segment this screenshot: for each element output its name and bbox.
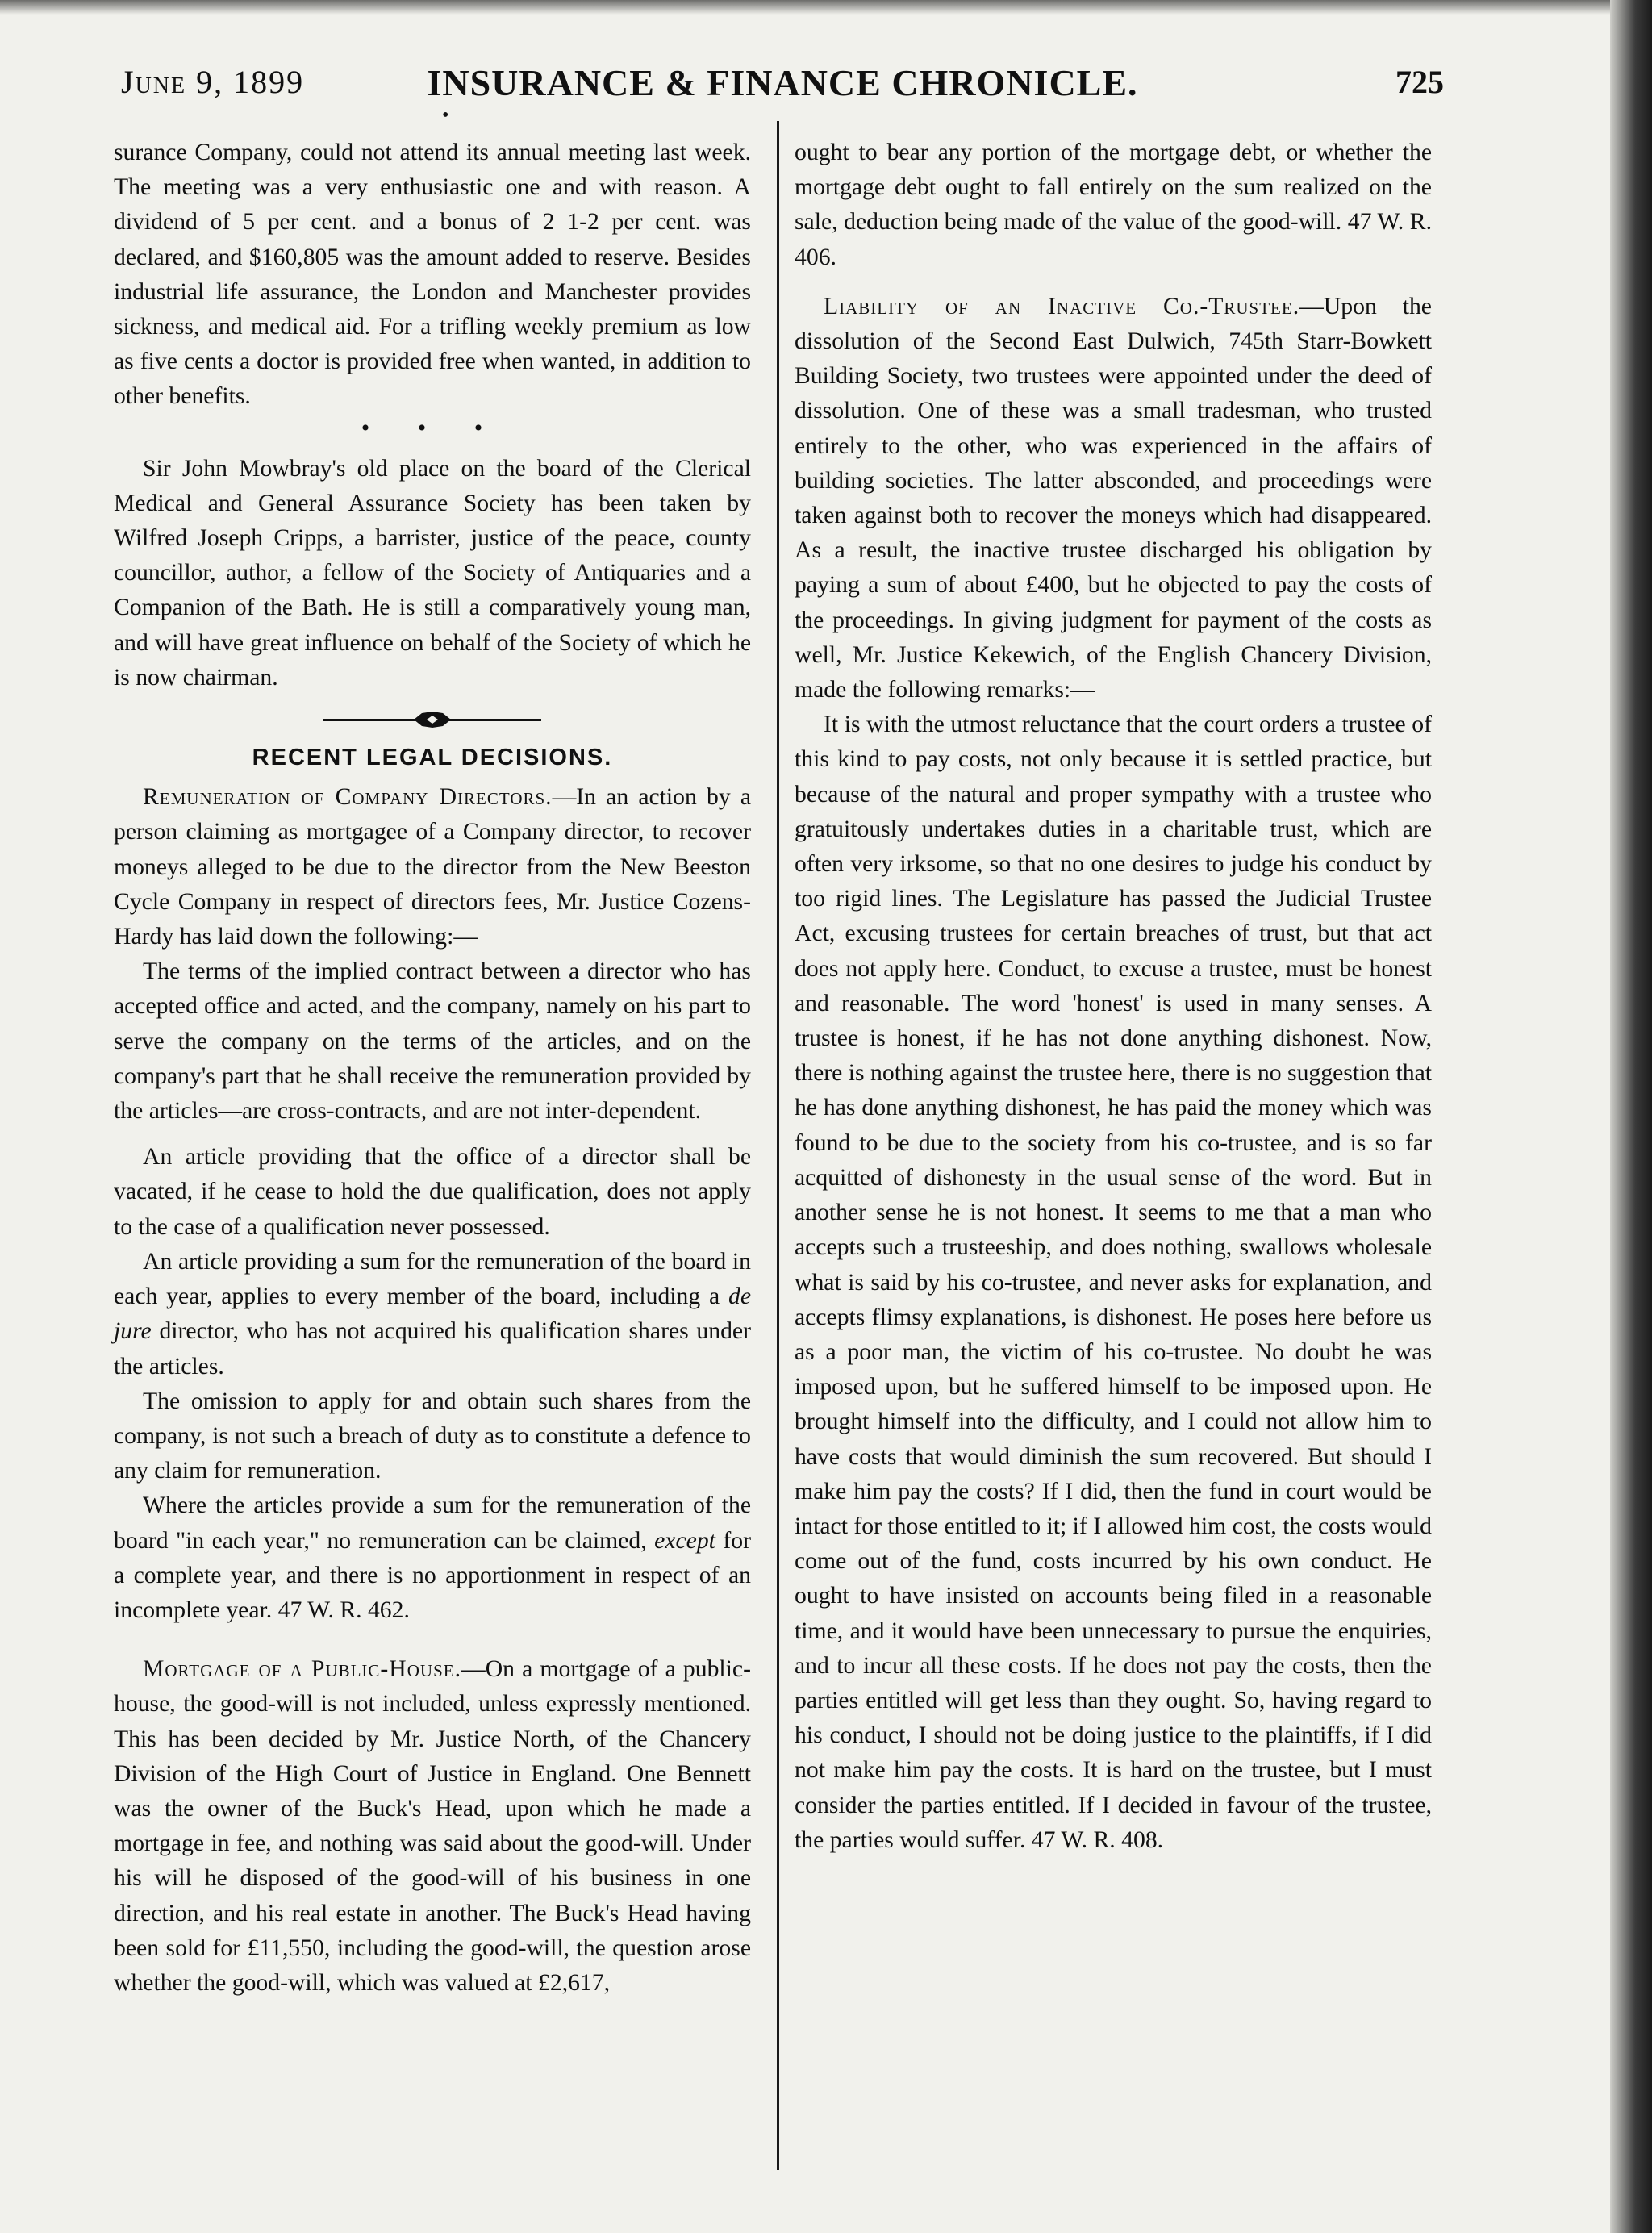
heading-remuneration: Remuneration of Company Directors. <box>143 784 553 811</box>
quote-kekewich: It is with the utmost reluctance that the court orders a trustee of this kind to pay costs, not only because it is settled practice, but because of the natural and proper sympathy with a trustee who gratuitously undertakes duties in a charitable trust, which are often very irksome, so that no one desires to judge his conduct by too rigid lines. The Legislature has passed the Judicial Trustee Act, excusing trustees for certain breaches of trust, but that act does not apply here. Conduct, to excuse a trustee, must be honest and reasonable. The word 'honest' is used in many senses. A trustee is honest, if he has not done anything dishonest. Now, there is nothing against the trustee here, there is no suggestion that he has done anything dishonest, he has paid the money which was found to be due to the society from his co-trustee, and is so far acquitted of dishonesty in the usual sense of the word. But in another sense he is not honest. It seems to me that a man who accepts such a trusteeship, and does nothing, swallows wholesale what is said by his co-trustee, and never asks for explanation, and accepts flimsy explanations, is dishonest. He poses here before us as a poor man, the victim of his co-trustee. No doubt he was imposed upon, but he suffered himself to be imposed upon. He brought himself into the difficulty, and I could not allow him to have costs that would diminish the sum recovered. But should I make him pay the costs? If I did, then the fund in court would be intact for those entitled to it; if I allowed him cost, the costs would come out of the fund, costs incurred by his own conduct. He ought to have insisted on accounts being filed in a reasonable time, and it would have been unnecessary to pursue the enquiries, and to incur all these costs. If he does not pay the costs, then the parties entitled will get less than they ought. So, having regard to his conduct, I should not be doing justice to the plaintiffs, if I did not make him pay the costs. It is hard on the trustee, but I must consider the parties entitled. If I decided in favour of the trustee, the parties would suffer. 47 W. R. 408. <box>795 712 1432 1853</box>
page-binding-edge <box>1610 0 1652 2233</box>
ornamental-rule <box>323 708 541 731</box>
italic-except: except <box>654 1527 715 1554</box>
rule-office-vacated: An article providing that the office of a director shall be vacated, if he cease to hold the due qualification, does not apply to the case of a qualification never possessed. <box>114 1144 751 1240</box>
paragraph-mowbray: Sir John Mowbray's old place on the board of the Clerical Medical and General Assurance Society has been taken by Wilfred Joseph Cripps, a barrister, justice of the peace, county councillor, author, a fellow of the Society of Antiquaries and a Companion of the Bath. He is still a comparatively young man, and will have great influence on behalf of the Society of which he is now chairman. <box>114 455 751 691</box>
header-title: INSURANCE & FINANCE CHRONICLE. <box>427 62 1138 103</box>
paragraph-annual-meeting: surance Company, could not attend its annual meeting last week. The meeting was a very enthusiastic one and with reason. A dividend of 5 per cent. and a bonus of 2 1-2 per cent. was declared, and $160,805 was the amount added to reserve. Besides industrial life assurance, the London and Manchester provides sickness, and medical aid. For a trifling weekly premium as low as five cents a doctor is provided free when wanted, in addition to other benefits. <box>114 140 751 410</box>
header-page-number: 725 <box>1395 64 1444 100</box>
heading-mortgage: Mortgage of a Public-House. <box>143 1656 461 1683</box>
separator-dots: • • • <box>361 414 504 441</box>
left-column <box>114 136 751 2001</box>
page-header <box>121 56 1444 105</box>
text-remuneration-intro: —In an action by a person claiming as mortgagee of a Company director, to recover moneys alleged to be due to the director from the New Beeston Cycle Company in respect of directors fees, Mr. Justice Cozens-Hardy has laid down the following:— <box>114 784 752 950</box>
text-liability: —Upon the dissolution of the Second East Dulwich, 745th Starr-Bowkett Building Society, two trustees were appointed under the deed of dissolution. One of these was a small tradesman, who trusted entirely to the other, who was experienced in the affairs of building societies. The latter absconded, and proceedings were taken against both to recover the moneys which had disappeared. As a result, the inactive trustee discharged his obligation by paying a sum of about £400, but he objected to pay the costs of the proceedings. In giving judgment for payment of the costs as well, Mr. Justice Kekewich, of the English Chancery Division, made the following remarks:— <box>795 293 1432 703</box>
paragraph-mortgage-continued: ought to bear any portion of the mortgage debt, or whether the mortgage debt ought to fall entirely on the sum realized on the sale, deduction being made of the value of the good-will. 47 W. R. 406. <box>795 140 1432 270</box>
rule-cross-contracts: The terms of the implied contract between a director who has accepted office and acted, and the company, namely on his part to serve the company on the terms of the articles, and on the company's part that he shall receive the remuneration provided by the articles—are cross-contracts, and are not inter-dependent. <box>114 958 751 1125</box>
column-divider <box>777 121 779 2170</box>
text-mortgage: —On a mortgage of a public-house, the good-will is not included, unless expressly mentioned. This has been decided by Mr. Justice North, of the Chancery Division of the High Court of Justice in England. One Bennett was the owner of the Buck's Head, upon which he made a mortgage in fee, and nothing was said about the good-will. Under his will he disposed of the good-will of his business in one direction, and his real estate in another. The Buck's Head having been sold for £11,550, including the good-will, the question arose whether the good-will, which was valued at £2,617, <box>114 1656 751 1996</box>
rule-board-remuneration: An article providing a sum for the remuneration of the board in each year, applies to every member of the board, including a de jure director, who has not acquired his qualification shares under the articles. <box>114 1248 751 1379</box>
page-top-edge <box>0 0 1652 15</box>
rule-each-year: Where the articles provide a sum for the remuneration of the board "in each year," no remuneration can be claimed, except for a complete year, and there is no apportionment in respect of an incomplete year. 47 W. R. 462. <box>114 1492 751 1623</box>
rule-omission: The omission to apply for and obtain such shares from the company, is not such a breach of duty as to constitute a defence to any claim for remuneration. <box>114 1388 751 1484</box>
header-date: June 9, 1899 <box>121 64 305 100</box>
ornament-diamond-icon <box>414 710 451 729</box>
paragraph-liability <box>795 290 1432 707</box>
header-dot: • <box>442 105 449 126</box>
heading-liability: Liability of an Inactive Co.-Trustee. <box>824 293 1300 319</box>
italic-de-jure: de jure <box>114 1283 751 1345</box>
paragraph-mortgage <box>114 1652 751 2001</box>
paragraph-remuneration <box>114 780 751 954</box>
right-column <box>795 136 1432 1858</box>
section-title-legal-decisions: RECENT LEGAL DECISIONS. <box>252 745 613 771</box>
